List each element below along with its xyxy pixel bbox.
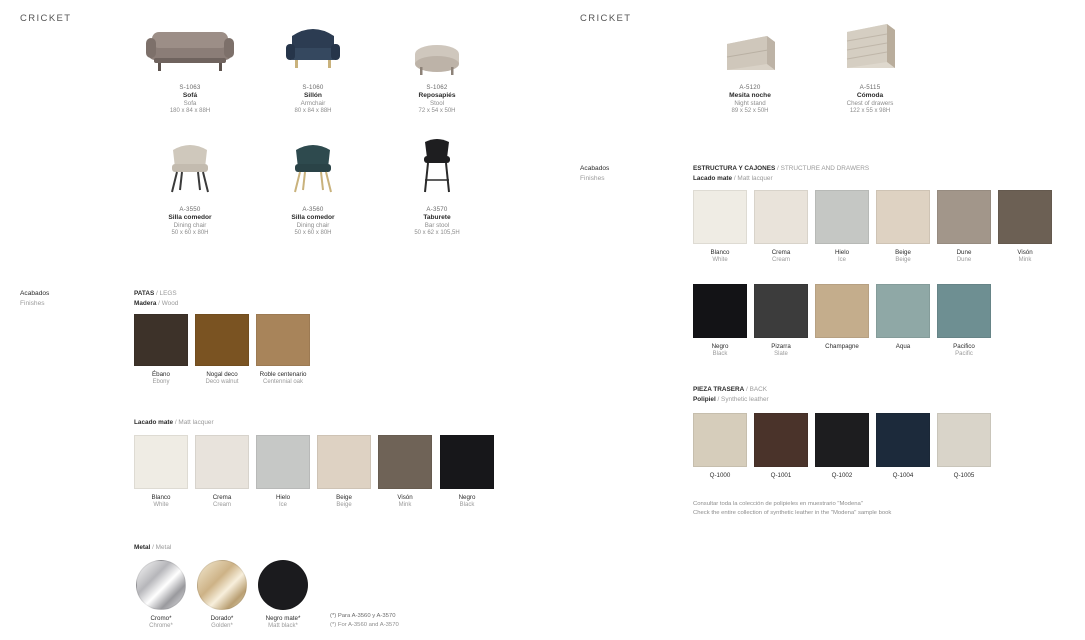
back-title-en: / BACK bbox=[744, 386, 767, 393]
swatch-name-en: Matt black* bbox=[268, 623, 298, 629]
finishes-label-es: Acabados bbox=[580, 165, 610, 172]
leather-note-en: Check the entire collection of synthetic leather in the "Modena" sample book bbox=[693, 510, 892, 517]
legs-title-es: PATAS bbox=[134, 290, 155, 297]
swatch-chip bbox=[693, 190, 747, 244]
product-code: S-1060 bbox=[302, 84, 324, 91]
swatch-name-en: Pacific bbox=[955, 351, 973, 357]
swatch-chip bbox=[876, 190, 930, 244]
swatch[interactable] bbox=[876, 190, 930, 263]
swatch-name-es: Blanco bbox=[151, 494, 171, 501]
swatch-name-en: Centennial oak bbox=[262, 379, 304, 385]
swatch[interactable] bbox=[815, 284, 869, 351]
swatch-name-es: Hielo bbox=[275, 494, 291, 501]
footstool-icon bbox=[377, 14, 497, 78]
swatch-name-es: Crema bbox=[212, 494, 232, 501]
swatch-chip bbox=[317, 435, 371, 489]
structure-title-en: / STRUCTURE AND DRAWERS bbox=[775, 165, 870, 172]
swatch-chip bbox=[258, 560, 308, 610]
swatch-name-es: Hielo bbox=[834, 249, 850, 256]
swatch-chip bbox=[195, 435, 249, 489]
back-title-es: PIEZA TRASERA bbox=[693, 386, 745, 393]
swatch-name-en: Ice bbox=[837, 257, 846, 263]
swatch-chip bbox=[256, 314, 310, 366]
swatch-chip bbox=[815, 190, 869, 244]
legs-title-en: / LEGS bbox=[154, 290, 177, 297]
sofa-icon bbox=[130, 14, 250, 78]
swatch[interactable] bbox=[937, 284, 991, 357]
dining-chair-wood-icon bbox=[253, 136, 373, 200]
swatch-chip bbox=[195, 314, 249, 366]
swatch-chip bbox=[937, 284, 991, 338]
swatch-chip bbox=[815, 284, 869, 338]
swatch[interactable] bbox=[693, 190, 747, 263]
product-code: A-3570 bbox=[426, 206, 448, 213]
swatch[interactable] bbox=[317, 435, 371, 508]
product-code: A-3560 bbox=[302, 206, 324, 213]
product-name-en: Bar stool bbox=[424, 222, 450, 229]
swatch-name-es: Beige bbox=[895, 249, 911, 256]
swatch[interactable] bbox=[195, 435, 249, 508]
product-name-es: Silla comedor bbox=[168, 214, 212, 221]
swatch-chip bbox=[136, 560, 186, 610]
swatch-chip bbox=[937, 190, 991, 244]
chest-drawers-icon bbox=[810, 14, 930, 78]
structure-title-es: ESTRUCTURA Y CAJONES bbox=[693, 165, 776, 172]
leather-note-es: Consultar toda la colección de polipieles en muestrario "Modena" bbox=[693, 501, 863, 507]
product-card bbox=[690, 14, 810, 114]
swatch-name-es: Pacifico bbox=[953, 343, 975, 350]
product-dimensions: 50 x 60 x 80H bbox=[171, 230, 209, 236]
swatch-name-en: Beige bbox=[336, 502, 352, 508]
swatch[interactable] bbox=[937, 190, 991, 263]
swatch[interactable] bbox=[195, 560, 249, 629]
swatch-chip bbox=[937, 413, 991, 467]
product-dimensions: 180 x 84 x 88H bbox=[169, 108, 211, 114]
swatch-name-es: Negro mate* bbox=[265, 615, 301, 622]
brand-title-right: CRICKET bbox=[580, 13, 632, 24]
product-code: A-5115 bbox=[859, 84, 881, 91]
back-sub-es: Polipiel bbox=[693, 395, 716, 403]
product-name-en: Armchair bbox=[300, 100, 326, 107]
swatch[interactable] bbox=[195, 314, 249, 385]
swatch-name-en: Ebony bbox=[152, 379, 170, 385]
swatch-chip bbox=[440, 435, 494, 489]
swatch-name-en: Mink bbox=[398, 502, 412, 508]
product-dimensions: 89 x 52 x 50H bbox=[731, 108, 769, 114]
swatch-name-en: Black bbox=[459, 502, 475, 508]
product-card bbox=[253, 14, 373, 114]
swatch-name-en: White bbox=[153, 502, 169, 508]
product-card bbox=[377, 14, 497, 114]
footnote-es: (*) Para A-3560 y A-3570 bbox=[330, 613, 396, 619]
product-dimensions: 80 x 84 x 88H bbox=[294, 108, 332, 114]
metal-sub-es: Metal bbox=[134, 544, 151, 551]
nightstand-icon bbox=[690, 14, 810, 78]
swatch-chip bbox=[754, 413, 808, 467]
swatch-code: Q-1000 bbox=[709, 472, 731, 479]
swatch-name-en: Slate bbox=[774, 351, 788, 357]
finishes-label-right bbox=[580, 164, 609, 184]
swatch-code: Q-1005 bbox=[953, 472, 975, 479]
structure-group-title bbox=[693, 164, 869, 184]
swatch-name-en: Cream bbox=[771, 257, 790, 263]
swatch[interactable] bbox=[256, 435, 310, 508]
swatch-name-en: Dune bbox=[956, 257, 972, 263]
swatch-name-es: Dorado* bbox=[210, 615, 234, 622]
legs-footnote bbox=[330, 612, 399, 631]
product-name-en: Sofa bbox=[183, 100, 197, 107]
product-name-es: Mesita noche bbox=[729, 92, 771, 99]
swatch-name-es: Visón bbox=[397, 494, 413, 501]
product-code: S-1063 bbox=[179, 84, 201, 91]
product-dimensions: 72 x 54 x 50H bbox=[418, 108, 456, 114]
matt-lacquer-group-title bbox=[134, 418, 214, 428]
product-name-en: Night stand bbox=[734, 100, 766, 107]
swatch-name-es: Cromo* bbox=[150, 615, 172, 622]
swatch[interactable] bbox=[876, 413, 930, 479]
swatch-chip bbox=[754, 190, 808, 244]
swatch-name-en: White bbox=[712, 257, 728, 263]
legs-sub-es: Madera bbox=[134, 299, 157, 307]
swatch[interactable] bbox=[440, 435, 494, 508]
product-card bbox=[130, 136, 250, 236]
back-group-title bbox=[693, 385, 769, 405]
footnote-en: (*) For A-3560 and A-3570 bbox=[330, 622, 399, 629]
swatch[interactable] bbox=[998, 190, 1052, 263]
swatch-name-es: Pizarra bbox=[771, 343, 791, 350]
product-name-en: Stool bbox=[429, 100, 445, 107]
product-name-en: Chest of drawers bbox=[846, 100, 894, 107]
swatch-name-es: Negro bbox=[711, 343, 729, 350]
finishes-label-left bbox=[20, 289, 49, 309]
product-card bbox=[810, 14, 930, 114]
swatch-name-es: Nogal deco bbox=[206, 371, 238, 378]
product-name-es: Sillón bbox=[304, 92, 322, 99]
swatch-code: Q-1004 bbox=[892, 472, 914, 479]
product-code: S-1062 bbox=[426, 84, 448, 91]
swatch-chip bbox=[197, 560, 247, 610]
swatch-name-en: Deco walnut bbox=[205, 379, 239, 385]
swatch[interactable] bbox=[754, 190, 808, 263]
swatch[interactable] bbox=[815, 190, 869, 263]
armchair-icon bbox=[253, 14, 373, 78]
swatch-name-en: Mink bbox=[1018, 257, 1032, 263]
legs-sub-en: / Wood bbox=[156, 299, 179, 307]
swatch[interactable] bbox=[256, 314, 310, 385]
product-name-es: Reposapiés bbox=[418, 92, 456, 99]
swatch-name-es: Dune bbox=[956, 249, 972, 256]
swatch-name-es: Roble centenario bbox=[259, 371, 307, 378]
product-dimensions: 50 x 62 x 105,5H bbox=[414, 230, 460, 236]
finishes-label-en: Finishes bbox=[20, 299, 45, 307]
structure-sub-es: Lacado mate bbox=[693, 174, 733, 182]
swatch[interactable] bbox=[134, 314, 188, 385]
swatch-name-es: Blanco bbox=[710, 249, 730, 256]
swatch-chip bbox=[693, 413, 747, 467]
swatch-name-es: Negro bbox=[458, 494, 476, 501]
back-sub-en: / Synthetic leather bbox=[715, 395, 769, 403]
leather-note bbox=[693, 500, 891, 519]
swatch-chip bbox=[876, 413, 930, 467]
matt-sub-en: / Matt lacquer bbox=[173, 419, 214, 426]
product-name-en: Dining chair bbox=[296, 222, 330, 229]
product-name-en: Dining chair bbox=[173, 222, 207, 229]
swatch-chip bbox=[693, 284, 747, 338]
swatch[interactable] bbox=[693, 284, 747, 357]
swatch-name-en: Beige bbox=[895, 257, 911, 263]
dining-chair-icon bbox=[130, 136, 250, 200]
product-code: A-5120 bbox=[739, 84, 761, 91]
product-name-es: Cómoda bbox=[856, 92, 884, 99]
product-dimensions: 122 x 55 x 98H bbox=[849, 108, 891, 114]
swatch-code: Q-1001 bbox=[770, 472, 792, 479]
metal-sub-en: / Metal bbox=[150, 544, 172, 551]
swatch[interactable] bbox=[693, 413, 747, 479]
swatch-chip bbox=[876, 284, 930, 338]
swatch-chip bbox=[754, 284, 808, 338]
swatch[interactable] bbox=[134, 560, 188, 629]
matt-sub-es: Lacado mate bbox=[134, 419, 174, 426]
swatch-name-es: Beige bbox=[336, 494, 352, 501]
finishes-label-en: Finishes bbox=[580, 174, 605, 182]
swatch[interactable] bbox=[937, 413, 991, 479]
swatch-chip bbox=[134, 314, 188, 366]
swatch-chip bbox=[256, 435, 310, 489]
swatch-name-es: Ébano bbox=[152, 371, 170, 378]
bar-stool-icon bbox=[377, 136, 497, 200]
product-card bbox=[130, 14, 250, 114]
product-dimensions: 50 x 60 x 80H bbox=[294, 230, 332, 236]
legs-group-title bbox=[134, 289, 178, 309]
product-code: A-3550 bbox=[179, 206, 201, 213]
swatch-chip bbox=[815, 413, 869, 467]
swatch-chip bbox=[378, 435, 432, 489]
swatch[interactable] bbox=[134, 435, 188, 508]
swatch-name-es: Crema bbox=[771, 249, 791, 256]
product-name-es: Sofá bbox=[182, 92, 198, 99]
swatch-name-en: Ice bbox=[278, 502, 287, 508]
swatch[interactable] bbox=[754, 284, 808, 357]
structure-sub-en: / Matt lacquer bbox=[732, 174, 773, 182]
swatch-code: Q-1002 bbox=[831, 472, 853, 479]
swatch-chip bbox=[998, 190, 1052, 244]
product-name-es: Taburete bbox=[423, 214, 451, 221]
product-name-es: Silla comedor bbox=[291, 214, 335, 221]
swatch[interactable] bbox=[378, 435, 432, 508]
product-card bbox=[253, 136, 373, 236]
swatch-chip bbox=[134, 435, 188, 489]
product-card bbox=[377, 136, 497, 236]
swatch-name-en: Cream bbox=[212, 502, 231, 508]
swatch-name-en: Golden* bbox=[211, 623, 233, 629]
swatch[interactable] bbox=[256, 560, 310, 629]
swatch-name-es: Aqua bbox=[895, 343, 911, 350]
swatch[interactable] bbox=[876, 284, 930, 351]
brand-title-left: CRICKET bbox=[20, 13, 72, 24]
swatch-name-en: Chrome* bbox=[149, 623, 173, 629]
swatch[interactable] bbox=[815, 413, 869, 479]
swatch-name-es: Visón bbox=[1017, 249, 1033, 256]
finishes-label-es: Acabados bbox=[20, 290, 50, 297]
swatch-name-en: Black bbox=[712, 351, 728, 357]
swatch[interactable] bbox=[754, 413, 808, 479]
swatch-name-es: Champagne bbox=[825, 343, 859, 350]
metal-group-title bbox=[134, 543, 171, 553]
